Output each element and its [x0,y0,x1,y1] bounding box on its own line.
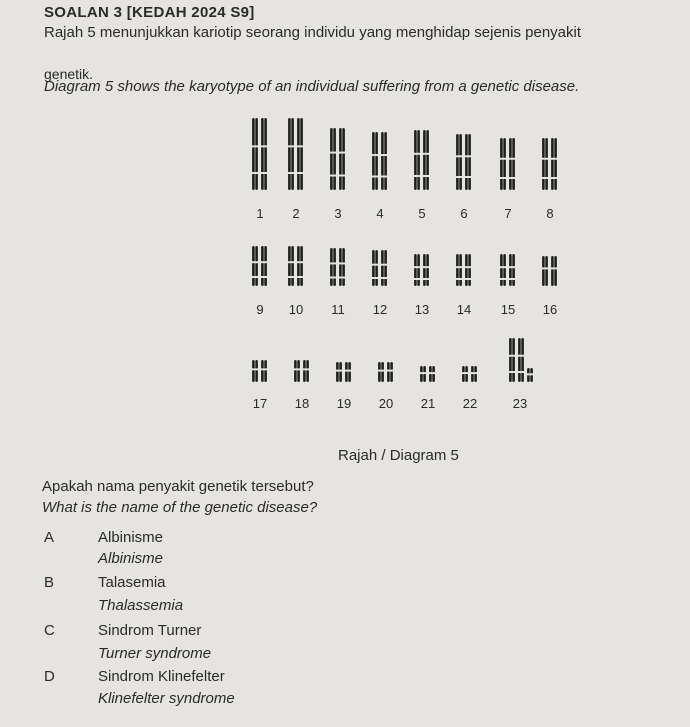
chromosome-label-3: 3 [334,206,342,221]
option-c-malay: Sindrom Turner [98,622,202,639]
chromosome-label-13: 13 [414,302,430,317]
english-prompt: What is the name of the genetic disease? [42,499,318,516]
chromosome-21 [420,366,435,382]
chromosome-label-8: 8 [546,206,554,221]
chromosome-label-4: 4 [376,206,384,221]
option-d-malay: Sindrom Klinefelter [98,668,225,685]
chromosome-17 [252,360,267,382]
option-d-english: Klinefelter syndrome [98,690,235,707]
chromosome-label-22: 22 [462,396,478,411]
chromosome-label-16: 16 [542,302,558,317]
karyotype-svg [230,110,590,450]
chromosome-20 [378,362,393,382]
chromosome-label-17: 17 [252,396,268,411]
chromosome-15 [500,254,515,286]
option-b-malay: Talasemia [98,574,166,591]
chromosome-3 [330,128,345,190]
chromosome-14 [456,254,471,286]
chromosome-label-11: 11 [331,302,345,317]
option-a-letter: A [44,529,55,546]
option-a-malay: Albinisme [98,529,164,546]
chromosome-label-6: 6 [460,206,468,221]
option-c-letter: C [44,622,55,639]
option-d-letter: D [44,668,55,685]
chromosome-2 [288,118,303,190]
chromosome-18 [294,360,309,382]
option-b-letter: B [44,574,55,591]
chromosome-6 [456,134,471,190]
malay-prompt: Apakah nama penyakit genetik tersebut? [42,478,314,495]
chromosome-16 [542,256,557,286]
chromosome-label-5: 5 [418,206,426,221]
option-b-english: Thalassemia [98,597,184,614]
chromosome-1 [252,118,267,190]
chromosome-4 [372,132,387,190]
chromosome-label-23: 23 [512,396,528,411]
chromosome-19 [336,362,351,382]
chromosome-label-14: 14 [456,302,472,317]
chromosome-label-20: 20 [378,396,394,411]
chromosome-label-2: 2 [292,206,300,221]
malay-question-text-continued: genetik. [44,66,94,82]
english-question-text: Diagram 5 shows the karyotype of an individual suffering from a genetic disease. [44,78,580,95]
malay-question-text: Rajah 5 menunjukkan kariotip seorang individu yang menghidap sejenis penyakit [44,24,582,41]
chromosome-5 [414,130,429,190]
chromosome-label-9: 9 [256,302,264,317]
chromosome-9 [252,246,267,286]
chromosome-7 [500,138,515,190]
chromosome-label-7: 7 [504,206,512,221]
chromosome-label-12: 12 [372,302,388,317]
chromosome-12 [372,250,387,286]
question-title: SOALAN 3 [KEDAH 2024 S9] [44,4,255,21]
chromosome-label-18: 18 [294,396,310,411]
diagram-caption: Rajah / Diagram 5 [338,447,459,464]
option-c-english: Turner syndrome [98,645,212,662]
chromosome-13 [414,254,429,286]
chromosome-10 [288,246,303,286]
karyotype-diagram [230,110,590,450]
chromosome-23 [509,338,533,382]
chromosome-11 [330,248,345,286]
chromosome-label-10: 10 [288,302,304,317]
chromosome-label-19: 19 [336,396,352,411]
chromosome-label-21: 21 [420,396,436,411]
chromosome-22 [462,366,477,382]
chromosome-8 [542,138,557,190]
chromosome-label-1: 1 [256,206,264,221]
chromosome-label-15: 15 [500,302,516,317]
option-a-english: Albinisme [98,550,164,567]
